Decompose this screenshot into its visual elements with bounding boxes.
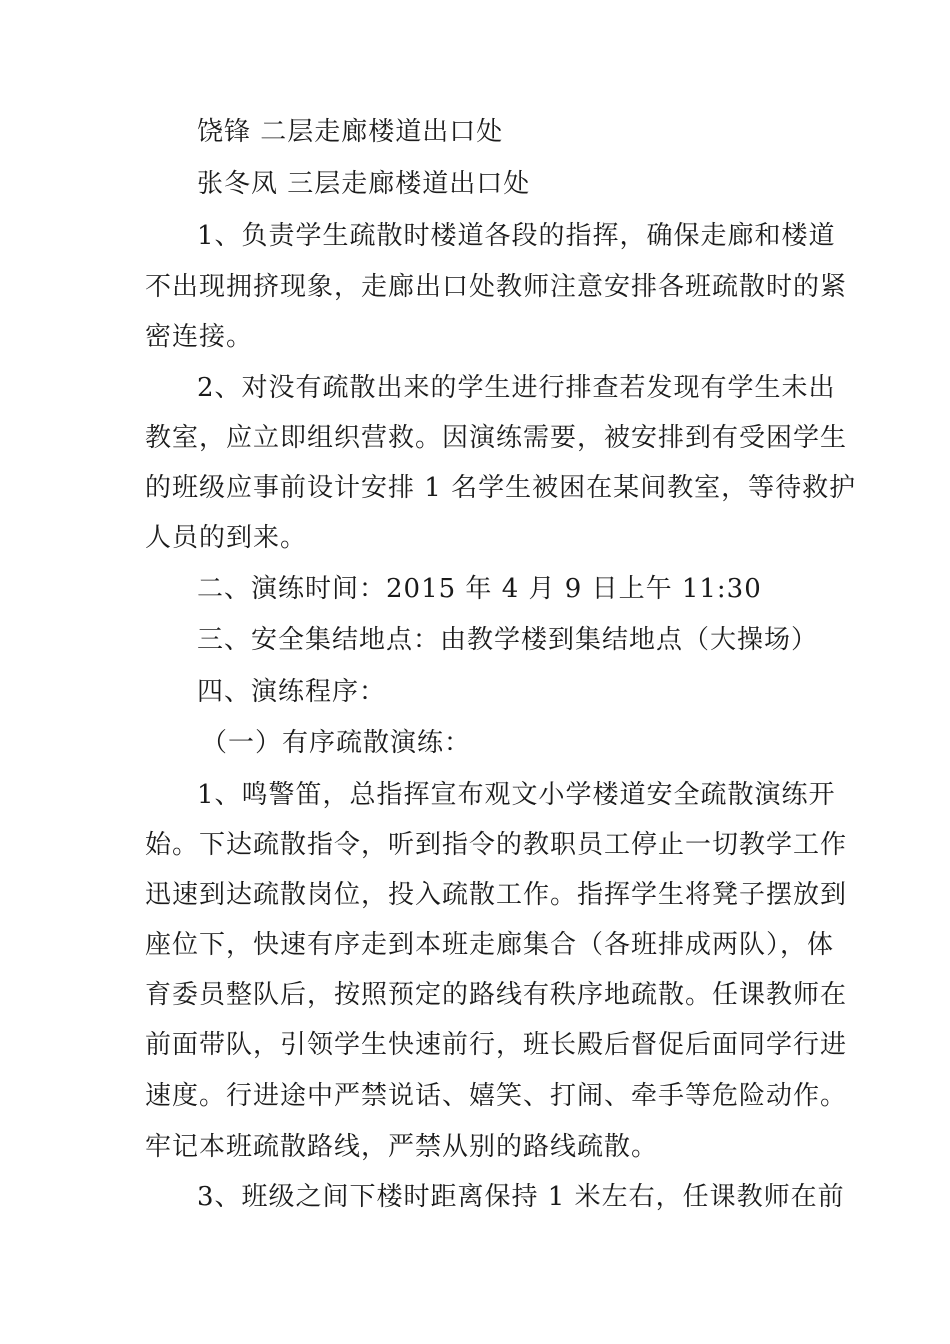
paragraph-line: 1、鸣警笛，总指挥宣布观文小学楼道安全疏散演练开 <box>197 780 836 810</box>
staff-assignment-line: 张冬凤 三层走廊楼道出口处 <box>197 169 531 199</box>
paragraph-line: 座位下，快速有序走到本班走廊集合（各班排成两队），体 <box>145 930 835 960</box>
paragraph-line: 始。下达疏散指令，听到指令的教职员工停止一切教学工作 <box>145 830 848 860</box>
paragraph-line: 前面带队，引领学生快速前行，班长殿后督促后面同学行进 <box>145 1030 848 1060</box>
paragraph-line: 1、负责学生疏散时楼道各段的指挥，确保走廊和楼道 <box>197 221 836 251</box>
staff-assignment-line: 饶锋 二层走廊楼道出口处 <box>197 117 504 147</box>
paragraph-line: 3、班级之间下楼时距离保持 1 米左右，任课教师在前 <box>197 1182 845 1212</box>
section-heading-drill-time: 二、演练时间：2015 年 4 月 9 日上午 11:30 <box>197 574 762 604</box>
paragraph-line: 密连接。 <box>145 322 254 352</box>
paragraph-line: 2、对没有疏散出来的学生进行排查若发现有学生未出 <box>197 373 836 403</box>
paragraph-line: 人员的到来。 <box>145 523 308 553</box>
paragraph-line: 的班级应事前设计安排 1 名学生被困在某间教室，等待救护 <box>145 473 857 503</box>
paragraph-line: 迅速到达疏散岗位，投入疏散工作。指挥学生将凳子摆放到 <box>145 880 848 910</box>
paragraph-line: 速度。行进途中严禁说话、嬉笑、打闹、牵手等危险动作。 <box>145 1081 848 1111</box>
paragraph-line: 牢记本班疏散路线，严禁从别的路线疏散。 <box>145 1132 659 1162</box>
section-heading-assembly-point: 三、安全集结地点：由教学楼到集结地点（大操场） <box>197 625 819 655</box>
paragraph-line: 不出现拥挤现象，走廊出口处教师注意安排各班疏散时的紧 <box>145 272 848 302</box>
subsection-heading-orderly-evacuation: （一）有序疏散演练： <box>201 728 472 758</box>
paragraph-line: 教室，应立即组织营救。因演练需要，被安排到有受困学生 <box>145 423 848 453</box>
section-heading-drill-procedure: 四、演练程序： <box>197 677 387 707</box>
paragraph-line: 育委员整队后，按照预定的路线有秩序地疏散。任课教师在 <box>145 980 848 1010</box>
